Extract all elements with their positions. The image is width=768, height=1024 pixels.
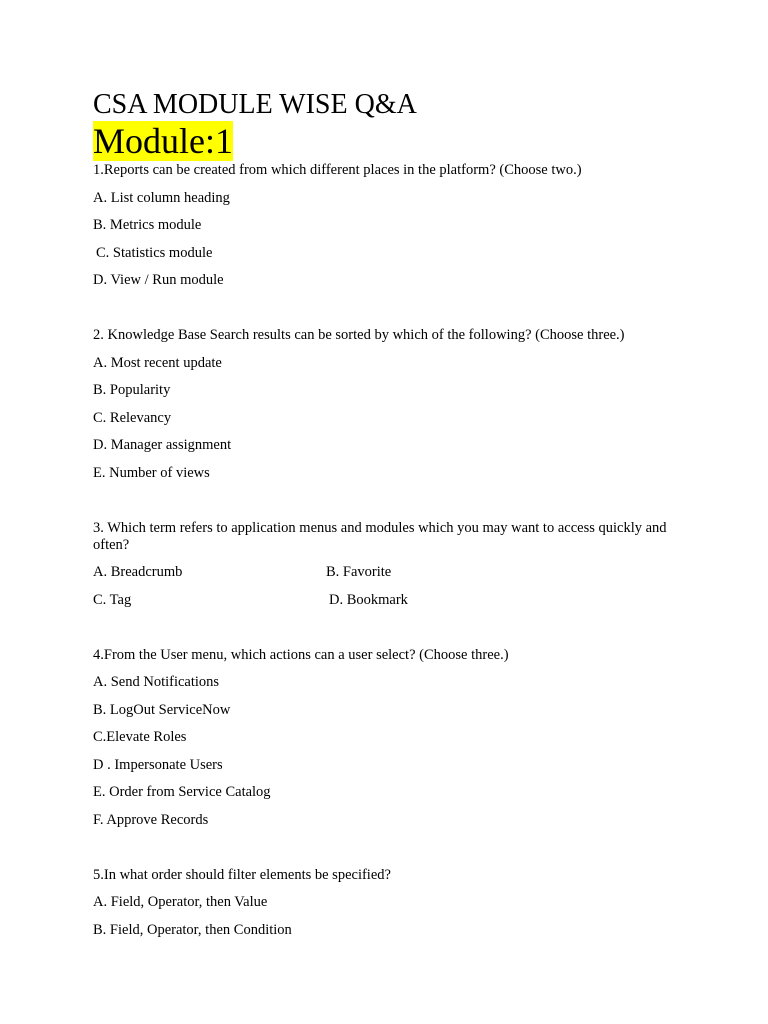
q4-option-c: C.Elevate Roles: [93, 729, 187, 745]
q1-option-b: B. Metrics module: [93, 217, 202, 233]
module-heading-highlight: Module:1: [93, 121, 233, 161]
q4-option-d: D . Impersonate Users: [93, 756, 223, 773]
module-heading: [93, 122, 693, 160]
document-title: CSA MODULE WISE Q&A: [93, 89, 417, 120]
question-1: 1.Reports can be created from which different places in the platform? (Choose two.): [93, 162, 582, 178]
q4-option-b: B. LogOut ServiceNow: [93, 701, 231, 718]
q4-option-a: A. Send Notifications: [93, 674, 220, 690]
q1-option-c: C. Statistics module: [96, 244, 213, 261]
question-5: 5.In what order should filter elements be specified?: [93, 866, 391, 883]
q3-options-row-1: [93, 564, 693, 581]
q5-option-b: B. Field, Operator, then Condition: [93, 921, 292, 938]
question-2: 2. Knowledge Base Search results can be sorted by which of the following? (Choose three.): [93, 327, 625, 343]
question-3: 3. Which term refers to application menus and modules which you may want to access quickly and often?: [93, 519, 667, 553]
document-page: [93, 88, 693, 939]
q3-option-c: C. Tag: [93, 591, 132, 608]
q2-option-e: E. Number of views: [93, 464, 210, 481]
q1-option-d: D. View / Run module: [93, 272, 224, 288]
q4-option-e: E. Order from Service Catalog: [93, 784, 271, 800]
q3-options-row-2: [93, 592, 693, 609]
q2-option-c: C. Relevancy: [93, 409, 172, 426]
q3-option-b: B. Favorite: [326, 564, 392, 580]
q3-option-d: D. Bookmark: [329, 591, 408, 608]
q2-option-b: B. Popularity: [93, 382, 171, 398]
question-4: 4.From the User menu, which actions can a user select? (Choose three.): [93, 646, 509, 663]
q1-option-a: A. List column heading: [93, 189, 230, 206]
q5-option-a: A. Field, Operator, then Value: [93, 894, 268, 910]
q4-option-f: F. Approve Records: [93, 811, 209, 828]
q2-option-a: A. Most recent update: [93, 354, 222, 371]
q3-option-a: A. Breadcrumb: [93, 564, 183, 580]
q2-option-d: D. Manager assignment: [93, 437, 232, 453]
